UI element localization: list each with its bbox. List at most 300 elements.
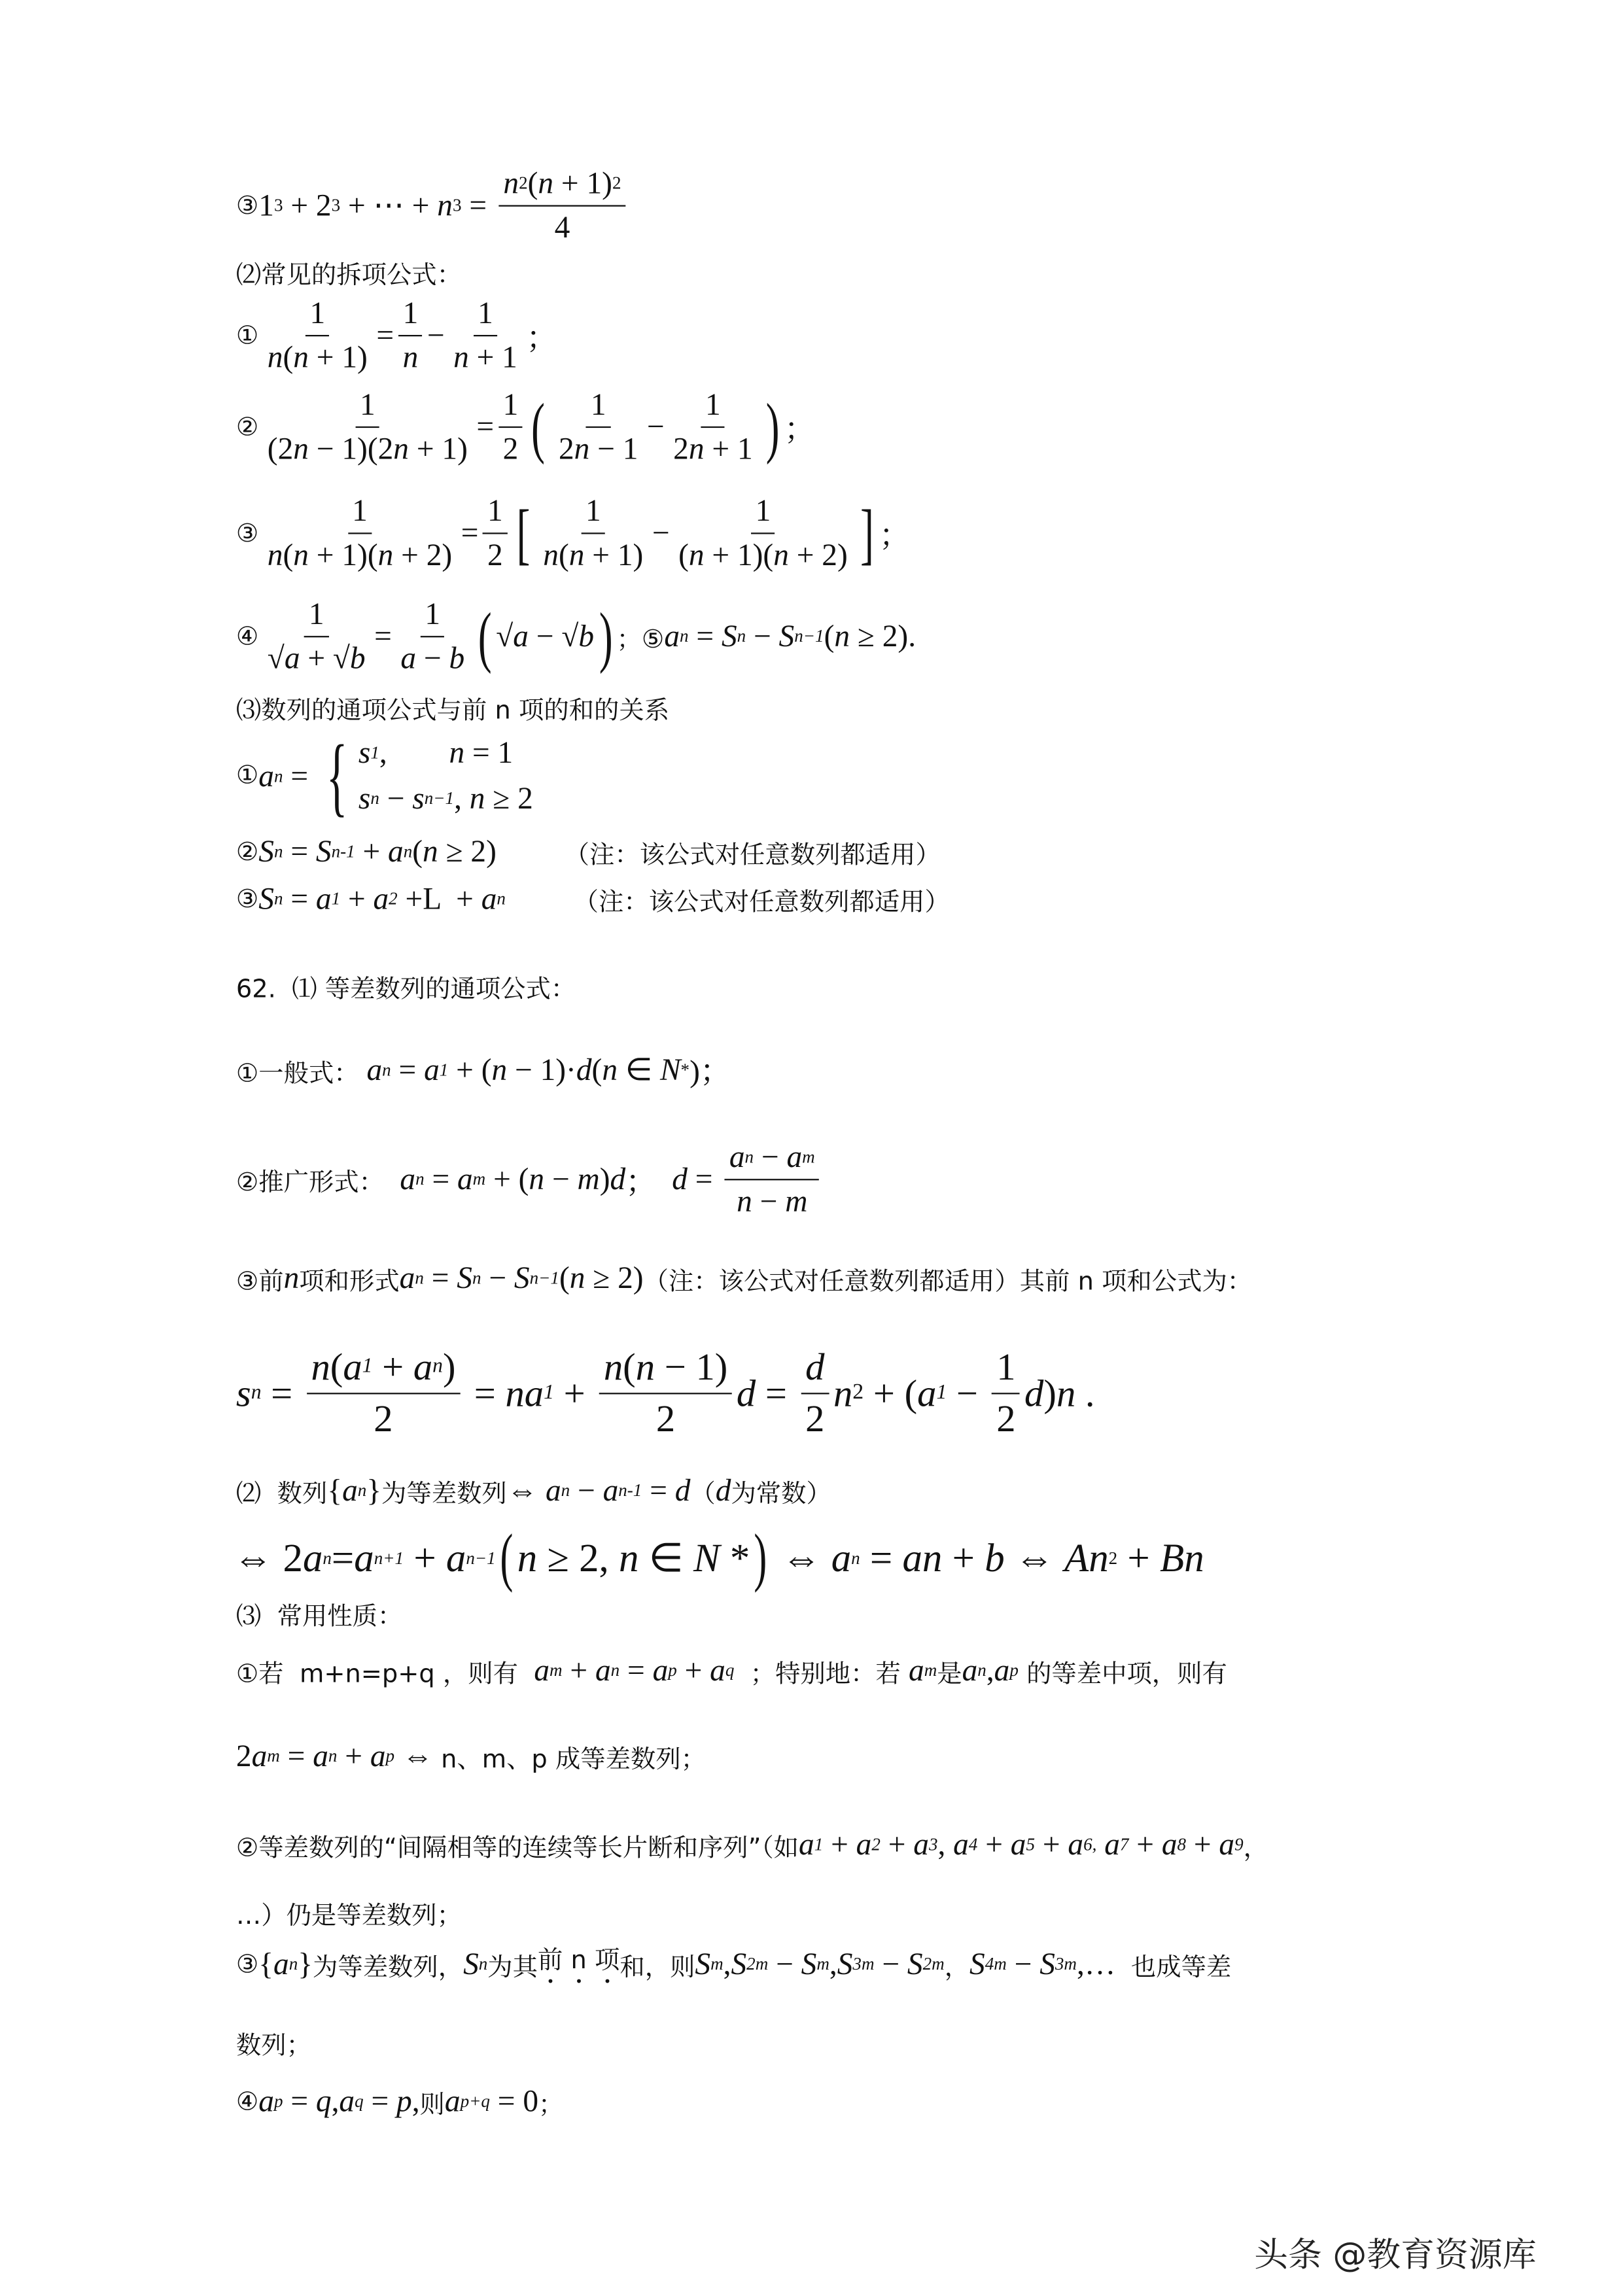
math-variable: a (302, 1535, 323, 1580)
math-variable: a (831, 1535, 852, 1580)
math-symbol: 4 (554, 209, 570, 245)
math-variable: a (481, 880, 497, 916)
math-variable: b (578, 618, 595, 654)
math-symbol: ( (591, 1051, 602, 1087)
subscript: n (680, 625, 689, 646)
text-run: ② (236, 412, 259, 442)
text-run: ②推广形式： (236, 1168, 400, 1198)
equivalence-chain (233, 1521, 1204, 1593)
math-variable: an (902, 1535, 943, 1580)
math-symbol: √ (496, 618, 514, 654)
math-variable: n (293, 537, 309, 573)
math-symbol: ) (599, 1161, 610, 1197)
case-rows (358, 735, 533, 817)
fraction-numerator (307, 1346, 461, 1394)
math-variable: n (491, 1051, 508, 1087)
subscript: n (744, 1146, 754, 1168)
subscript: 1 (544, 1382, 554, 1404)
subscript: 1 (936, 1382, 947, 1404)
math-variable: n (834, 618, 850, 654)
math-symbol: 2 (655, 1397, 676, 1440)
text-run: 也成等差 (1130, 1953, 1232, 1983)
text-run: ① (236, 761, 259, 791)
split-formula-3 (236, 493, 910, 574)
subscript: m (710, 1953, 724, 1974)
math-variable: a (315, 880, 332, 916)
math-symbol: 1 (996, 1346, 1016, 1389)
large-delimiter: ( (500, 1521, 514, 1593)
math-symbol: 1 (402, 295, 419, 331)
subscript: 1 (331, 888, 341, 909)
math-symbol: ( (558, 537, 569, 573)
subscript: n (403, 841, 413, 862)
fraction-numerator (304, 596, 328, 637)
math-variable: S (258, 880, 274, 916)
math-variable: S (969, 1946, 985, 1982)
subscript: 3m (852, 1953, 875, 1974)
math-variable: a (1104, 1826, 1120, 1862)
math-symbol: , (986, 1652, 994, 1688)
partial-sum-form (236, 1260, 1252, 1296)
subscript: n (273, 888, 283, 909)
subscript: 9 (1234, 1834, 1244, 1855)
text-run: ③ (236, 1949, 259, 1979)
math-symbol: ⇔ 2 (233, 1535, 303, 1580)
math-variable: a (652, 1652, 669, 1688)
subscript: 2m (922, 1953, 945, 1974)
math-symbol: ) (1043, 1371, 1056, 1414)
math-symbol: − 1)(2 (308, 430, 394, 466)
math-variable: a (1068, 1826, 1084, 1862)
math-symbol: + 1)( (308, 537, 378, 573)
math-symbol: − (768, 1946, 801, 1982)
text-run: ② (236, 837, 259, 867)
math-variable: n (568, 537, 585, 573)
math-symbol: ； (526, 319, 557, 355)
math-variable: a (258, 757, 274, 793)
subscript: p (1009, 1660, 1019, 1681)
text-run: 为等差数列， (313, 1953, 464, 1983)
math-symbol: + 1 (704, 430, 753, 466)
math-symbol: − (746, 618, 779, 654)
text-run: ⑵常见的拆项公式： (236, 261, 462, 291)
fraction-numerator (581, 493, 605, 534)
math-variable: n (619, 1535, 639, 1580)
math-symbol: } (366, 1472, 382, 1508)
text-run: ③前 (236, 1267, 284, 1297)
math-variable: n (737, 1183, 752, 1219)
math-symbol: + 1) (584, 537, 644, 573)
math-variable: n (603, 1346, 623, 1389)
superscript: 3 (273, 194, 283, 216)
math-variable: Bn (1159, 1535, 1204, 1580)
math-variable: n (773, 537, 789, 573)
math-symbol: 1 (425, 596, 441, 632)
math-symbol: ,… (1076, 1946, 1131, 1982)
relation-2 (236, 833, 941, 870)
heading-common-properties (236, 1595, 402, 1631)
math-symbol: − (754, 1139, 787, 1175)
text-run: ；特别地：若 (734, 1660, 909, 1690)
math-variable: n (377, 537, 394, 573)
superscript: 2 (612, 172, 621, 194)
math-variable: S (837, 1946, 853, 1982)
fraction (398, 295, 423, 376)
fraction-denominator (992, 1394, 1020, 1441)
fraction-numerator (725, 1139, 819, 1180)
subscript: n (737, 625, 746, 646)
math-variable: N (693, 1535, 720, 1580)
math-symbol: 2 (374, 1397, 393, 1440)
math-variable: a (729, 1139, 745, 1175)
math-variable: n (503, 165, 519, 201)
fraction-numerator (992, 1346, 1020, 1394)
math-symbol: + 1) (408, 430, 468, 466)
text-run: ④ (236, 2087, 259, 2117)
subscript: n (251, 1382, 262, 1404)
fraction (263, 596, 370, 677)
text-run: ④ (236, 621, 259, 652)
math-symbol: )； (689, 1053, 731, 1089)
fraction-denominator (263, 534, 457, 574)
subscript: n (273, 765, 283, 786)
math-symbol: 1 (705, 386, 721, 423)
math-symbol: + (553, 1371, 595, 1414)
subscript: 5 (1026, 1834, 1035, 1855)
math-variable: a (953, 1826, 969, 1862)
math-symbol: − (1006, 1946, 1040, 1982)
math-symbol: , (829, 1946, 837, 1982)
math-variable: n (267, 537, 283, 573)
math-variable: a (856, 1826, 872, 1862)
fraction-numerator (701, 387, 725, 428)
math-variable: s (358, 735, 371, 771)
fraction (801, 1346, 829, 1442)
math-variable: n (538, 165, 554, 201)
math-symbol: = (642, 1472, 675, 1508)
math-symbol: − (652, 515, 670, 551)
math-variable: a (534, 1652, 550, 1688)
math-symbol: 2 (996, 1397, 1016, 1440)
math-symbol: = (620, 1652, 653, 1688)
math-symbol: = (860, 1535, 903, 1580)
math-variable: a (710, 1652, 725, 1688)
math-variable: n (569, 1260, 585, 1296)
math-symbol: + 1 (468, 339, 517, 375)
math-symbol: = (461, 187, 495, 223)
math-symbol: , (411, 2083, 420, 2119)
fraction (307, 1346, 461, 1442)
math-variable: a (909, 1652, 924, 1688)
fraction-numerator (498, 387, 523, 428)
large-delimiter: ] (861, 495, 875, 570)
math-symbol: 2 (558, 430, 574, 466)
math-variable: n (688, 430, 705, 466)
superscript: 2 (519, 172, 528, 194)
general-form (236, 1047, 731, 1092)
math-variable: S (907, 1946, 923, 1982)
fraction (554, 387, 642, 468)
text-run: 62. ⑴ 等差数列的通项公式： (236, 975, 576, 1005)
math-variable: n (543, 537, 559, 573)
math-variable: S (695, 1946, 711, 1982)
math-symbol: ∈ (638, 1535, 693, 1580)
math-variable: a (1161, 1826, 1178, 1862)
math-symbol: − (379, 780, 413, 816)
math-symbol: ( (824, 618, 835, 654)
math-symbol: ( (283, 339, 294, 375)
subscript: n (382, 1058, 391, 1079)
text-run: 项和形式 (299, 1267, 400, 1297)
math-symbol: + (283, 187, 316, 223)
math-symbol: = (283, 833, 316, 869)
subscript: 2 (389, 888, 398, 909)
fraction-denominator (449, 336, 521, 376)
subscript: n-1 (331, 841, 355, 862)
math-variable: n (469, 780, 485, 816)
text-run: ⑶数列的通项公式与前 n 项的和的关系 (236, 696, 670, 726)
superscript: 2 (852, 1381, 864, 1405)
math-symbol: + (355, 833, 389, 869)
fraction (674, 493, 852, 574)
subscript: 8 (1177, 1834, 1187, 1855)
split-formula-1 (236, 295, 557, 376)
fraction (499, 165, 626, 247)
math-variable: a (994, 1652, 1010, 1688)
text-run: ①若 m+n=p+q ，则有 (236, 1660, 534, 1690)
math-symbol: − 1) (655, 1346, 728, 1389)
math-symbol: + ⋯ + (340, 187, 438, 223)
math-symbol: + (404, 1535, 446, 1580)
math-symbol: + (676, 1652, 710, 1688)
piecewise-cases (316, 727, 533, 825)
math-symbol: = (391, 1051, 425, 1087)
math-symbol: + (340, 880, 374, 916)
math-variable: n (267, 339, 283, 375)
math-symbol: (2 (267, 430, 294, 466)
math-variable: a (339, 2083, 355, 2119)
fraction-denominator (674, 534, 852, 574)
math-variable: n (529, 1161, 545, 1197)
math-symbol: + (372, 1346, 413, 1389)
subscript: n (610, 1660, 620, 1681)
text-run: 数列； (236, 2031, 311, 2061)
math-variable: a (413, 1346, 433, 1389)
fraction (992, 1346, 1020, 1442)
subscript: 3 (928, 1834, 938, 1855)
watermark-text: 头条 @教育资源库 (1254, 2236, 1537, 2275)
subscript: n (977, 1660, 986, 1681)
fraction (483, 493, 507, 574)
fraction-denominator (398, 336, 423, 376)
fraction-denominator (732, 1180, 812, 1220)
math-symbol: + ( (864, 1371, 918, 1414)
math-variable: a (799, 1826, 814, 1862)
subscript: q (725, 1660, 735, 1681)
subscript: n (561, 1480, 570, 1501)
fraction-numerator (421, 596, 445, 637)
superscript: * (680, 1058, 690, 1079)
math-variable: n (453, 339, 469, 375)
subscript: n−1 (529, 1267, 559, 1289)
math-symbol: + ( (485, 1161, 529, 1197)
subscript: p+q (460, 2091, 490, 2112)
math-variable: n (833, 1371, 853, 1414)
math-variable: a (273, 1946, 289, 1982)
math-symbol: = (688, 618, 722, 654)
math-variable: S (463, 1946, 479, 1982)
math-variable: S (315, 833, 332, 869)
math-symbol: + (942, 1535, 985, 1580)
subscript: n (432, 1355, 443, 1378)
math-variable: n (293, 339, 309, 375)
math-symbol: + 2) (788, 537, 848, 573)
math-variable: b (449, 640, 465, 676)
math-variable: n (574, 430, 590, 466)
subscript: n (415, 1267, 424, 1289)
math-variable: m (577, 1161, 600, 1197)
text-run: ③ (236, 191, 259, 221)
math-symbol: +L + (397, 880, 481, 916)
text-run: 是 (937, 1660, 962, 1690)
math-symbol (1096, 1826, 1104, 1863)
math-variable: a (399, 1260, 415, 1296)
math-symbol: 2 (673, 430, 689, 466)
math-variable: n (688, 537, 705, 573)
math-symbol: ； (879, 517, 911, 553)
math-variable: b (985, 1535, 1005, 1580)
math-variable: n (449, 735, 465, 771)
math-symbol: − (570, 1472, 603, 1508)
text-run: ， (944, 1953, 970, 1983)
math-symbol: 1 (755, 493, 771, 529)
text-run: ②等差数列的“间隔相等的连续等长片断和序列”（如 (236, 1834, 799, 1864)
math-variable: a (917, 1371, 937, 1414)
math-symbol: + (977, 1826, 1011, 1862)
subscript: m (802, 1146, 815, 1168)
text-run: ；⑤ (616, 625, 665, 655)
subscript: 4 (968, 1834, 978, 1855)
math-variable: d (805, 1346, 825, 1389)
relation-3 (236, 881, 950, 918)
subscript: 1 (362, 1355, 373, 1378)
math-variable: a (913, 1826, 929, 1862)
fraction-denominator (396, 637, 469, 677)
math-symbol: + (1034, 1826, 1068, 1862)
heading-general-term-sum-relation (236, 689, 669, 725)
math-symbol: − (874, 1946, 907, 1982)
math-symbol: 1 (590, 386, 606, 423)
subscript: p (273, 2091, 283, 2112)
math-variable: a (424, 1051, 440, 1087)
math-variable: n (293, 430, 309, 466)
left-brace: { (326, 727, 348, 825)
math-symbol: 1 (478, 295, 493, 331)
math-variable: a (786, 1139, 803, 1175)
subscript: n (328, 1745, 338, 1766)
subscript: 1 (370, 742, 379, 763)
math-symbol: + 1) (553, 165, 612, 201)
case-row (358, 735, 533, 771)
subscript: m (924, 1660, 937, 1681)
math-variable: d (674, 1472, 691, 1508)
math-variable: n (635, 1346, 655, 1389)
large-delimiter: ( (478, 598, 492, 674)
fraction-denominator (263, 336, 372, 376)
split-formula-2 (236, 387, 815, 468)
section-62-heading (236, 968, 576, 1005)
math-symbol: . (1075, 1371, 1095, 1414)
math-symbol: ⇔ (771, 1535, 831, 1580)
text-run: 的等差中项，则有 (1018, 1660, 1227, 1690)
text-run: （注：该公式对任意数列都适用）其前 n 项和公式为： (643, 1267, 1253, 1297)
math-variable: a (342, 1472, 358, 1508)
sum-formula (236, 1346, 1095, 1442)
math-symbol: − 1 (589, 430, 638, 466)
arithmetic-criterion (236, 1472, 831, 1509)
math-symbol: = (331, 1535, 355, 1580)
text-run: ⑵ 数列 (236, 1480, 328, 1510)
math-symbol: 1 (359, 386, 375, 423)
math-variable: a (962, 1652, 978, 1688)
math-symbol: { (258, 1946, 274, 1982)
fraction (725, 1139, 819, 1220)
math-symbol: ⇔ (506, 1472, 546, 1508)
math-symbol: ⇔ (1004, 1535, 1064, 1580)
fraction-denominator (263, 428, 472, 468)
math-symbol: ≥ 2) (585, 1260, 644, 1296)
math-variable: a (1010, 1826, 1026, 1862)
large-delimiter: ( (531, 389, 546, 464)
property-3-continued (236, 2025, 311, 2061)
math-variable: a (358, 1051, 383, 1087)
math-variable: n (311, 1346, 330, 1389)
subscript: 1 (439, 1058, 449, 1079)
split-formula-4-5 (236, 596, 916, 677)
heading-split-term-formulas (236, 254, 462, 290)
subscript: n (370, 788, 379, 809)
math-symbol: 2 (805, 1397, 825, 1440)
math-variable: S (514, 1260, 530, 1296)
superscript: 3 (331, 194, 341, 216)
fraction-denominator (483, 534, 507, 574)
math-symbol: + √ (300, 640, 350, 676)
math-symbol: , (937, 1826, 954, 1862)
math-symbol: = 1 (464, 735, 514, 771)
math-variable: a (258, 2083, 274, 2119)
fraction-denominator (370, 1394, 398, 1441)
math-variable: p (396, 2083, 412, 2119)
math-variable: a (284, 640, 300, 676)
math-variable: n (437, 187, 453, 223)
fraction (263, 387, 472, 468)
math-symbol: ∈ (617, 1051, 660, 1087)
math-variable: n (423, 833, 438, 869)
math-symbol: + ( (448, 1051, 492, 1087)
math-variable: a (1219, 1826, 1235, 1862)
fraction-denominator (652, 1394, 680, 1441)
subscript: 4m (985, 1953, 1007, 1974)
math-symbol: = (279, 1737, 313, 1774)
math-variable: a (388, 833, 404, 869)
math-symbol: + (1117, 1535, 1160, 1580)
fraction-denominator (554, 428, 642, 468)
math-variable: a (445, 1535, 466, 1580)
fraction-numerator (586, 387, 610, 428)
math-symbol: ≥ 2) (438, 833, 497, 869)
subscript: m (472, 1168, 486, 1189)
math-variable: a (444, 2083, 461, 2119)
